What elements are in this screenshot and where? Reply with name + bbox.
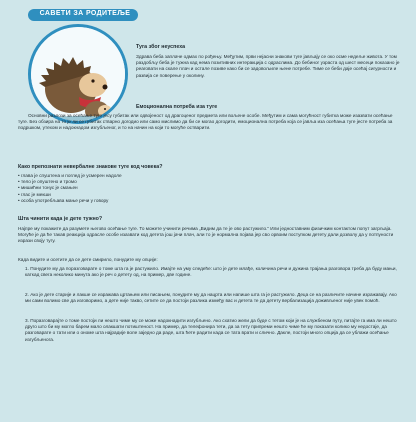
section1-heading: Туга због неуспеха <box>136 44 186 50</box>
section3-list <box>18 173 318 204</box>
option-3: 3. Поразговарајте о томе постоји ли нешто чиме му се може надокнадити изгубљено. Ако схатио жели да буде с тетом који је на службеном путу, питајте га има ли нешто друго што би му могло барем мало олакшати потиштеност. На пример, да телефонира тети, да за тету припреми нешто чиме ће му показати колико му недостаје, да разговарате о тати или о ономе шта најрадије воле заједно да раде, шта ћете радити када се тата врати и слично. Дакле, постоји много опција да се ублажи осећање изгубљенога. <box>25 318 397 342</box>
section4-heading: Шта чинити када је дете тужно? <box>18 216 103 222</box>
list-item: • тело је опуштено и тромо <box>18 179 77 185</box>
parent-tips-badge <box>28 24 128 124</box>
section2-body: Основни разлози за осећање туге јесу губитак или одвојеност од драгоценог предмета или вољене особе. Међутим и сама могућност губитка може изазвати осећање туге. Без обзира на то је ли се губитак стварно догодио или само мислимо да би се могао догодити, емоционална потреба која се јавља иза осећања туге јесте потреба за подршком, утехом и надокнадом изгубљеног, и то на начин на који то могуће остварити. <box>18 113 393 131</box>
section4-intro: Најпре му покажите да разумете његово осећање туге. То можете учинити речима „Видим да те је ово растужило.“ Или једноставним физичким контактом попут загрљаја. Могуће је да ће такав реакција одрасле особе изазвати код детета још јачи плач, али то је нормална појава јер сво орвоим поступком детету дали дозволу да у потпуности изрази своју тугу. <box>18 226 394 244</box>
list-item: • особа употребљава мање речи у говору <box>18 197 109 203</box>
list-item: • глас је мекши <box>18 191 51 197</box>
list-item: • мишићни тонус је смањен <box>18 185 78 191</box>
section4-lead: Када видите и осетите да се дете смирило, понудите му опције: <box>18 257 158 262</box>
section1-body: Здрава беба заплаче одмах по рођењу. Међутим, први нејасни знакови туге јављају се око осме недеље живота. У том раздобљу беба је тужна кад нема позитивних интеракција с одраслима. До бебиног узраста од шест месеци показано је реаговати на скале плач и остале позиве како би се задовољиле њене потребе. Тиме се беби даје осећај сигурности и развија се поверење у околину. <box>136 54 400 78</box>
section2-heading: Емоционална потреба иза туге <box>136 104 218 110</box>
section3-heading: Како препознати невербалне знакове туге код човека? <box>18 164 163 170</box>
option-1: 1. Понудите му да поразговарате о томе шта га је растужило. Имајте на уму следеће: што је дете млађе, количина речи и дужина трајања разговора треба да буду мањи, каткад свега неколико минута ако је реч о детету од, на пример, две године. <box>25 266 397 278</box>
hedgehog-illustration <box>31 27 128 124</box>
badge-title: САВЕТИ ЗА РОДИТЕЉЕ <box>39 10 131 17</box>
list-item: • глава је спуштена и поглед је усмерен надоле <box>18 173 122 178</box>
option-2: 2. Ако је дете старије и лакше се изражава цртањем или писањем, понудите му да нацрта или напише шта га је растужило. Деца се на различите начине изражавају. Ако ми сами волимо све да изговоримо, а дете није такво, сетите се да постоји разлика између вас и детета те да детету вербализација доживљеног није увек помоћ. <box>25 292 397 304</box>
